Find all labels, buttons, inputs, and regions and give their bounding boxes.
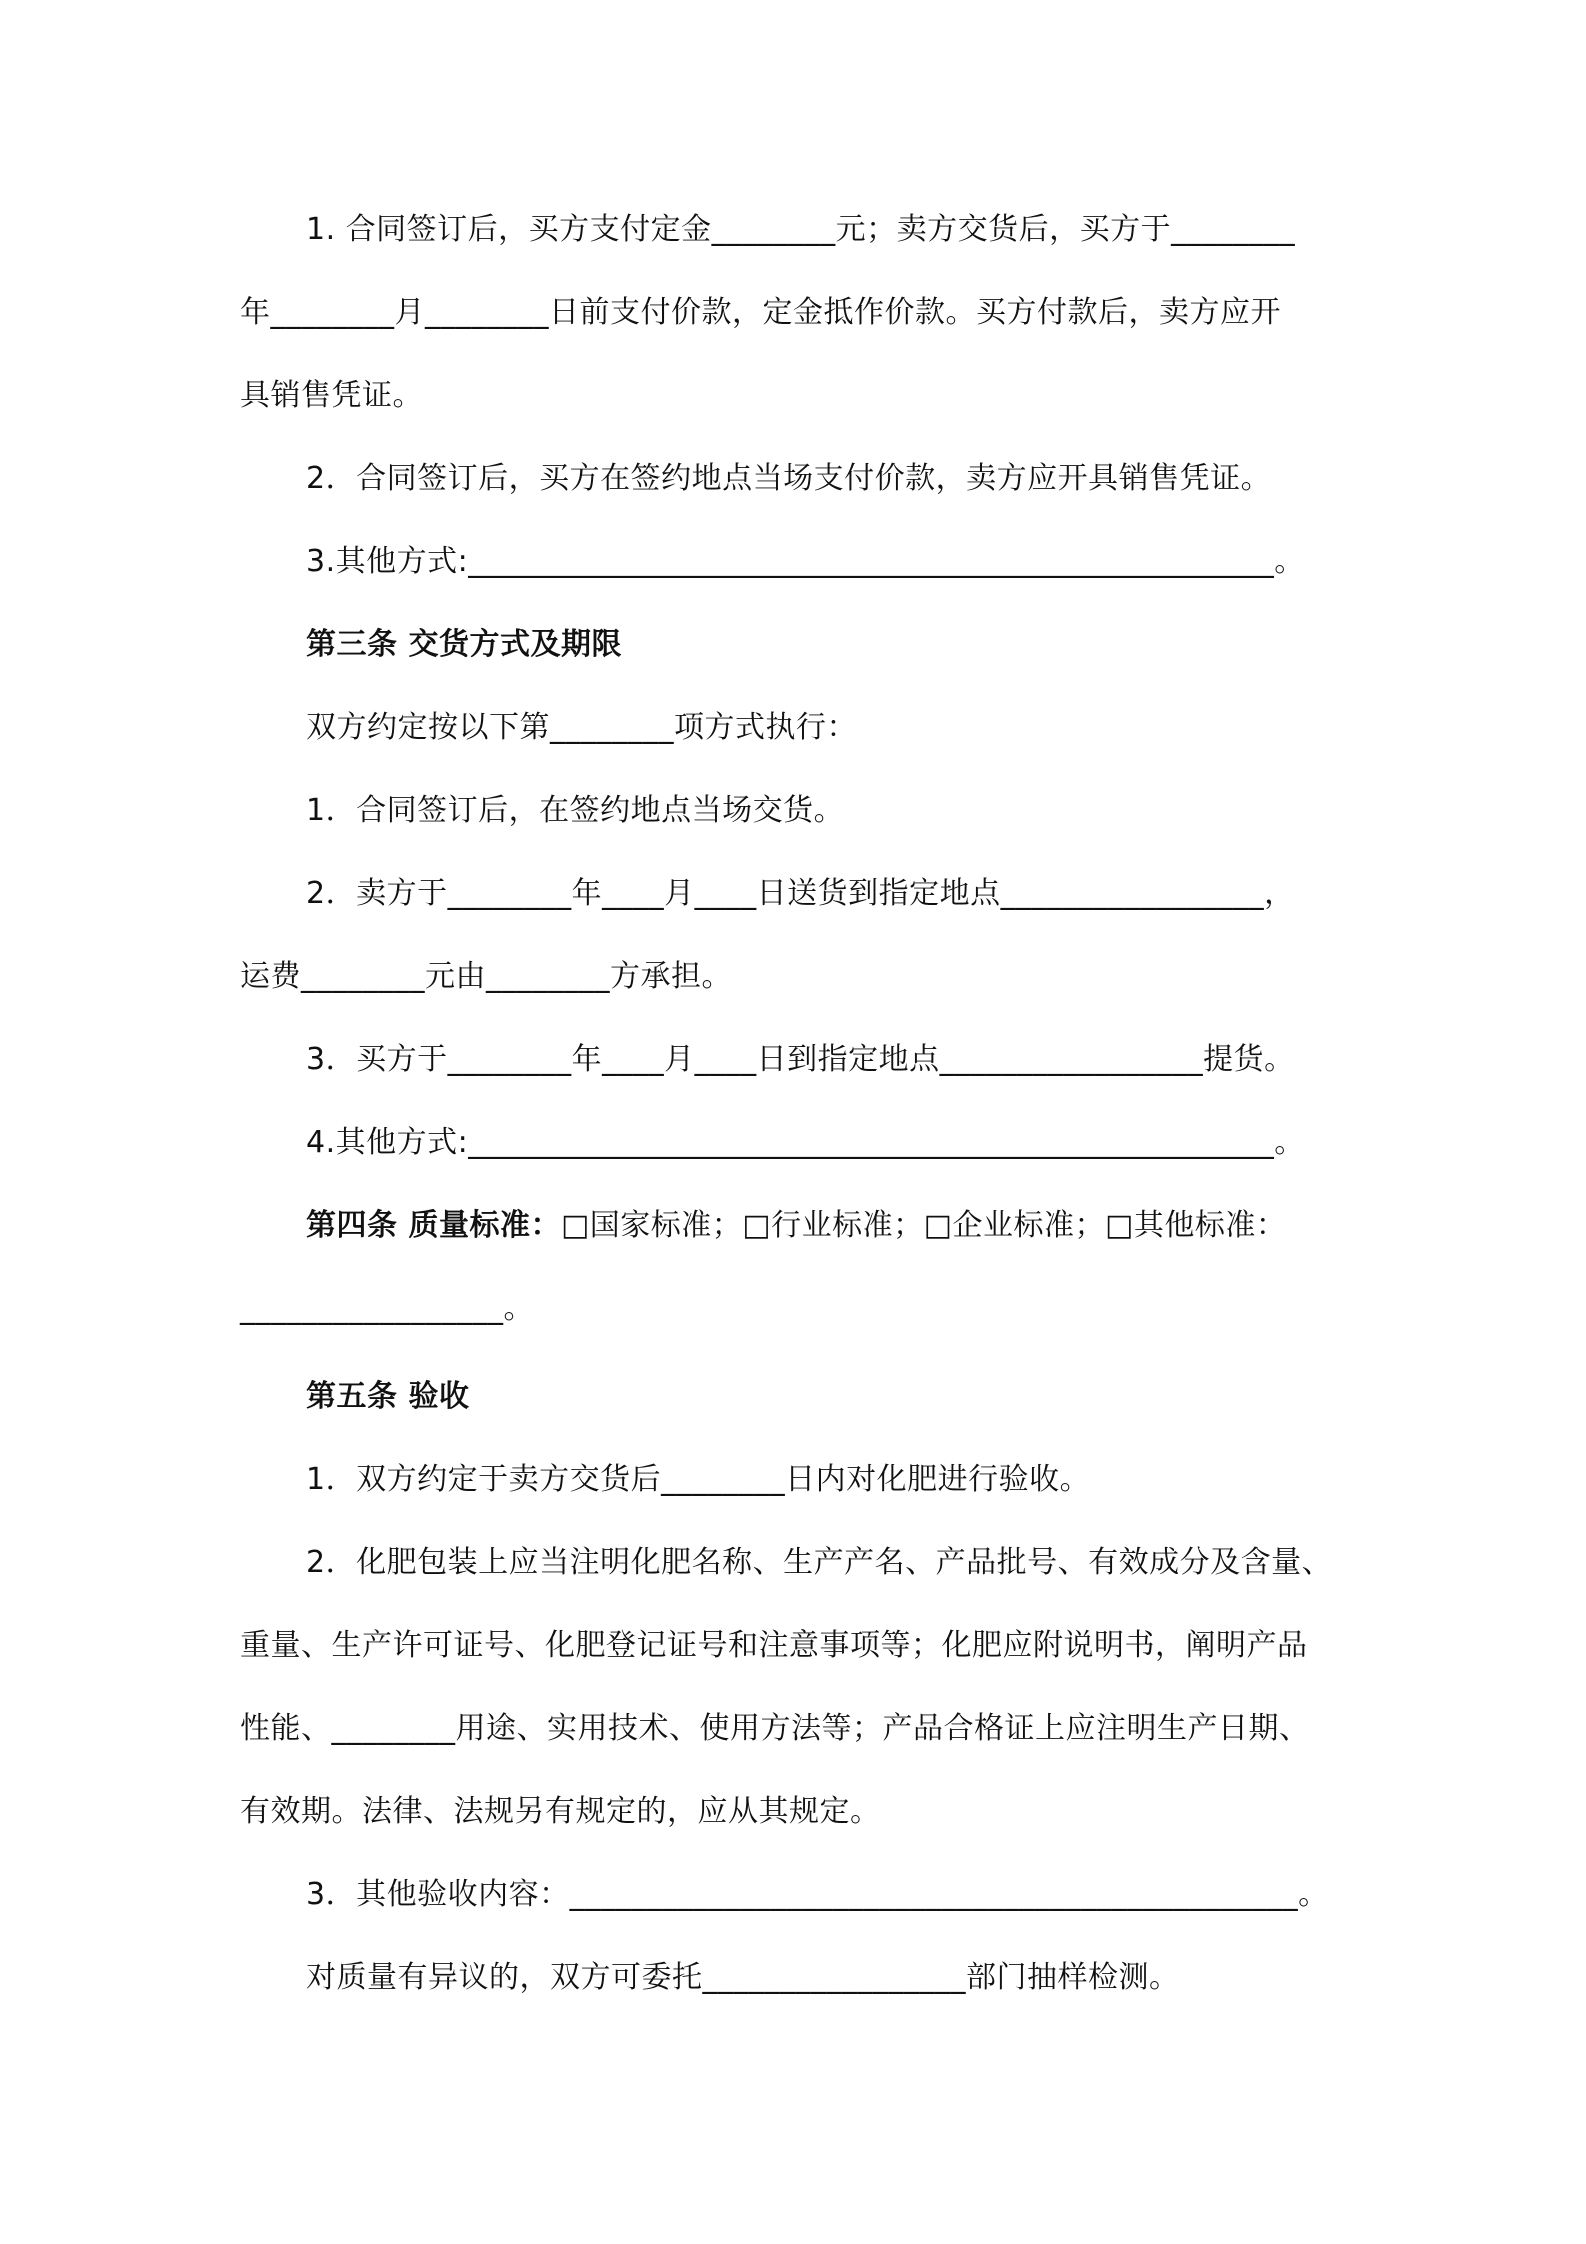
payment-clause-1-line-3: 具销售凭证。: [240, 378, 423, 413]
inspection-clause-2-line-2: 重量、生产许可证号、化肥登记证号和注意事项等；化肥应附说明书，阐明产品: [240, 1628, 1308, 1663]
inspection-clause-2-line-3: 性能、________用途、实用技术、使用方法等；产品合格证上应注明生产日期、: [240, 1711, 1310, 1746]
delivery-intro: 双方约定按以下第________项方式执行：: [306, 710, 857, 745]
quality-dispute-clause: 对质量有异议的，双方可委托_________________部门抽样检测。: [306, 1960, 1180, 1995]
inspection-clause-2-line-1: 2．化肥包装上应当注明化肥名称、生产产名、产品批号、有效成分及含量、: [306, 1545, 1333, 1580]
delivery-clause-4: 4.其他方式:____________________________________________________。: [306, 1125, 1305, 1160]
delivery-clause-3: 3．买方于________年____月____日到指定地点_________________提货。: [306, 1042, 1295, 1077]
payment-clause-3: 3.其他方式:____________________________________________________。: [306, 544, 1305, 579]
inspection-clause-2-line-4: 有效期。法律、法规另有规定的，应从其规定。: [240, 1794, 881, 1829]
payment-clause-1-line-1: 1. 合同签订后，买方支付定金________元；卖方交货后，买方于________: [306, 212, 1296, 247]
inspection-clause-3: 3．其他验收内容：_______________________________________________。: [306, 1877, 1329, 1912]
payment-clause-2: 2．合同签订后，买方在签约地点当场支付价款，卖方应开具销售凭证。: [306, 461, 1272, 496]
delivery-clause-2-line-1: 2．卖方于________年____月____日送货到指定地点_________________，: [306, 876, 1295, 911]
article-4-line: [306, 1206, 1426, 1246]
article-5-heading: 第五条 验收: [306, 1379, 470, 1414]
article-3-heading: 第三条 交货方式及期限: [306, 627, 622, 662]
delivery-clause-2-line-2: 运费________元由________方承担。: [240, 959, 732, 994]
article-4-heading: 第四条 质量标准：: [306, 1208, 561, 1243]
quality-standard-other-blank: _________________。: [240, 1291, 534, 1326]
inspection-clause-1: 1．双方约定于卖方交货后________日内对化肥进行验收。: [306, 1462, 1091, 1497]
quality-standard-options: □国家标准；□行业标准；□企业标准；□其他标准：: [560, 1208, 1287, 1243]
payment-clause-1-line-2: 年________月________日前支付价款，定金抵作价款。买方付款后，卖方应开: [240, 295, 1281, 330]
delivery-clause-1: 1．合同签订后，在签约地点当场交货。: [306, 793, 845, 828]
